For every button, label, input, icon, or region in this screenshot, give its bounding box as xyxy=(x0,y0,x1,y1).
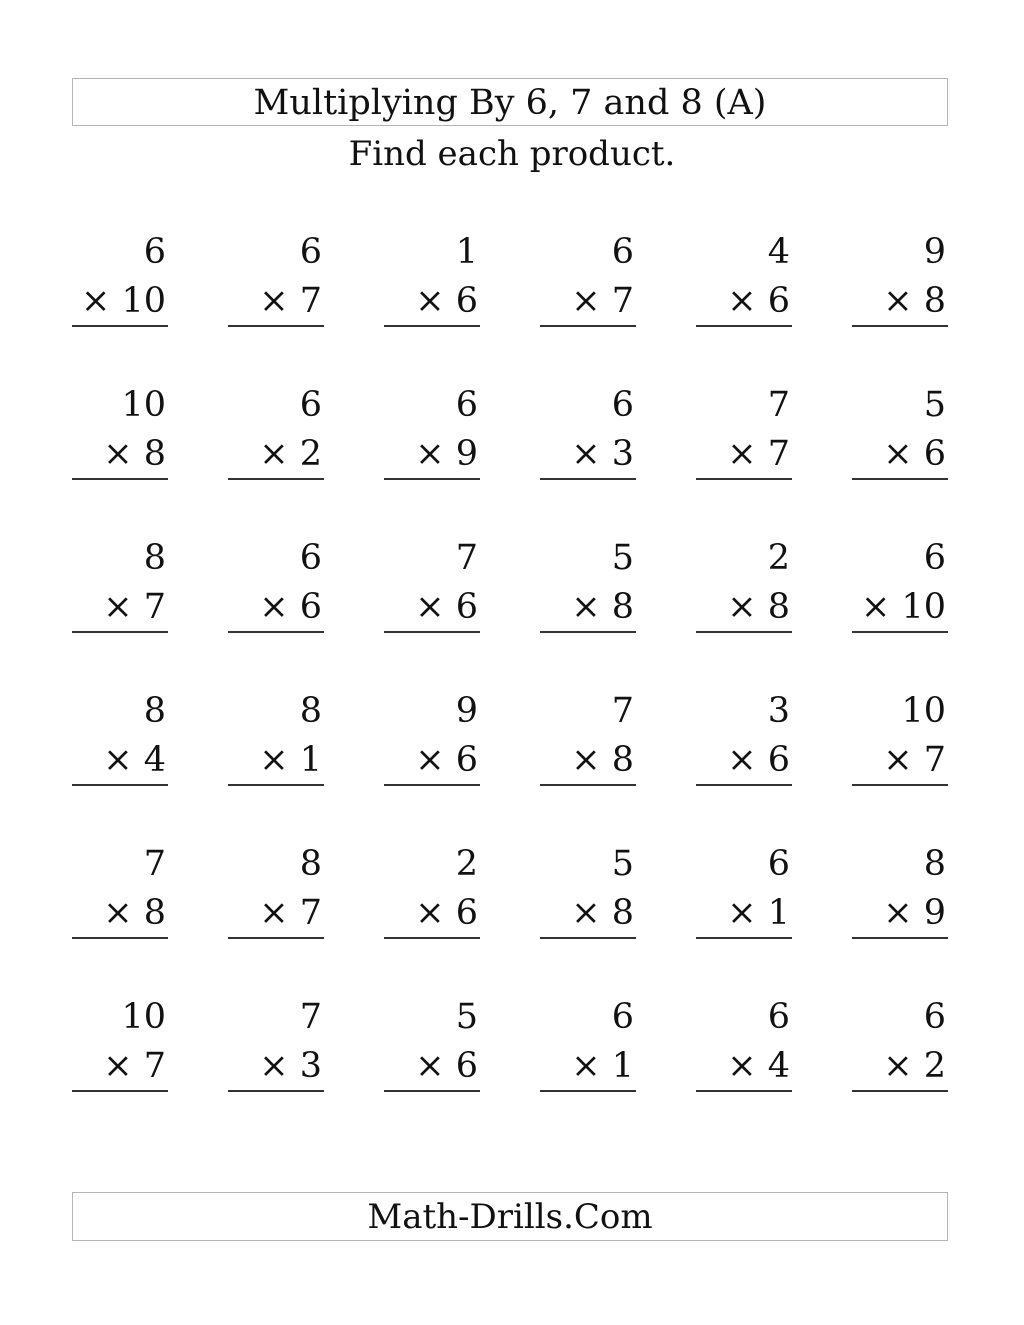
multiplicand: 7 xyxy=(767,385,790,425)
multiplicand: 7 xyxy=(455,538,478,578)
multiplicand: 4 xyxy=(767,232,790,272)
problem xyxy=(852,995,948,1091)
answer-line xyxy=(228,937,324,939)
answer-line xyxy=(852,325,948,327)
multiplier: × 1 xyxy=(571,1046,634,1086)
multiplier: × 8 xyxy=(727,587,790,627)
problem xyxy=(540,842,636,938)
problem xyxy=(72,383,168,479)
answer-line xyxy=(696,937,792,939)
multiplier: × 1 xyxy=(727,893,790,933)
multiplier: × 7 xyxy=(103,587,166,627)
multiplicand: 1 xyxy=(455,232,478,272)
multiplicand: 7 xyxy=(611,691,634,731)
multiplier: × 6 xyxy=(415,1046,478,1086)
multiplicand: 10 xyxy=(121,385,166,425)
problem xyxy=(852,230,948,326)
problem xyxy=(384,383,480,479)
multiplicand: 8 xyxy=(299,691,322,731)
worksheet-instructions: Find each product. xyxy=(348,134,676,174)
multiplier: × 4 xyxy=(103,740,166,780)
multiplier: × 6 xyxy=(415,893,478,933)
answer-line xyxy=(228,631,324,633)
multiplicand: 10 xyxy=(121,997,166,1037)
answer-line xyxy=(72,478,168,480)
multiplicand: 2 xyxy=(767,538,790,578)
multiplier: × 4 xyxy=(727,1046,790,1086)
multiplier: × 8 xyxy=(571,893,634,933)
multiplier: × 10 xyxy=(81,281,166,321)
answer-line xyxy=(72,784,168,786)
multiplier: × 6 xyxy=(415,281,478,321)
problem xyxy=(852,689,948,785)
multiplier: × 1 xyxy=(259,740,322,780)
worksheet-title: Multiplying By 6, 7 and 8 (A) xyxy=(72,78,948,126)
problem xyxy=(540,536,636,632)
answer-line xyxy=(228,478,324,480)
multiplier: × 7 xyxy=(727,434,790,474)
multiplicand: 6 xyxy=(611,997,634,1037)
multiplicand: 9 xyxy=(455,691,478,731)
answer-line xyxy=(228,325,324,327)
problem xyxy=(228,842,324,938)
answer-line xyxy=(852,937,948,939)
answer-line xyxy=(852,784,948,786)
multiplier: × 6 xyxy=(883,434,946,474)
answer-line xyxy=(540,1090,636,1092)
problem xyxy=(228,383,324,479)
problem xyxy=(540,689,636,785)
multiplier: × 10 xyxy=(861,587,946,627)
multiplicand: 6 xyxy=(455,385,478,425)
multiplier: × 9 xyxy=(415,434,478,474)
multiplicand: 6 xyxy=(299,232,322,272)
multiplicand: 3 xyxy=(767,691,790,731)
multiplier: × 3 xyxy=(259,1046,322,1086)
problem xyxy=(384,842,480,938)
multiplier: × 7 xyxy=(571,281,634,321)
answer-line xyxy=(696,1090,792,1092)
multiplier: × 8 xyxy=(571,740,634,780)
multiplicand: 6 xyxy=(143,232,166,272)
multiplier: × 9 xyxy=(883,893,946,933)
problem xyxy=(72,230,168,326)
problem xyxy=(696,995,792,1091)
multiplicand: 9 xyxy=(923,232,946,272)
multiplicand: 6 xyxy=(611,232,634,272)
problem xyxy=(696,536,792,632)
multiplicand: 7 xyxy=(299,997,322,1037)
problem xyxy=(384,689,480,785)
multiplicand: 6 xyxy=(611,385,634,425)
answer-line xyxy=(384,325,480,327)
multiplier: × 8 xyxy=(103,893,166,933)
problem xyxy=(696,842,792,938)
problem xyxy=(540,383,636,479)
problem xyxy=(696,689,792,785)
multiplicand: 6 xyxy=(767,844,790,884)
answer-line xyxy=(384,1090,480,1092)
problem xyxy=(228,536,324,632)
answer-line xyxy=(696,784,792,786)
answer-line xyxy=(384,478,480,480)
answer-line xyxy=(540,478,636,480)
multiplicand: 8 xyxy=(143,538,166,578)
problem xyxy=(228,995,324,1091)
problem xyxy=(852,842,948,938)
problem xyxy=(384,536,480,632)
answer-line xyxy=(384,784,480,786)
answer-line xyxy=(540,325,636,327)
answer-line xyxy=(852,478,948,480)
problem xyxy=(384,995,480,1091)
multiplicand: 5 xyxy=(611,844,634,884)
multiplier: × 2 xyxy=(259,434,322,474)
problem xyxy=(696,230,792,326)
multiplier: × 2 xyxy=(883,1046,946,1086)
multiplier: × 6 xyxy=(259,587,322,627)
problem xyxy=(72,689,168,785)
multiplicand: 8 xyxy=(143,691,166,731)
multiplier: × 7 xyxy=(259,281,322,321)
multiplicand: 5 xyxy=(611,538,634,578)
multiplicand: 8 xyxy=(923,844,946,884)
problem xyxy=(72,536,168,632)
multiplicand: 10 xyxy=(901,691,946,731)
multiplicand: 5 xyxy=(455,997,478,1037)
answer-line xyxy=(696,631,792,633)
multiplier: × 6 xyxy=(727,281,790,321)
answer-line xyxy=(72,325,168,327)
answer-line xyxy=(696,325,792,327)
multiplier: × 3 xyxy=(571,434,634,474)
answer-line xyxy=(72,1090,168,1092)
answer-line xyxy=(384,631,480,633)
answer-line xyxy=(384,937,480,939)
multiplicand: 5 xyxy=(923,385,946,425)
problem xyxy=(228,230,324,326)
answer-line xyxy=(540,631,636,633)
answer-line xyxy=(852,631,948,633)
multiplier: × 8 xyxy=(571,587,634,627)
multiplier: × 6 xyxy=(415,740,478,780)
multiplicand: 8 xyxy=(299,844,322,884)
multiplicand: 6 xyxy=(299,538,322,578)
answer-line xyxy=(72,937,168,939)
multiplier: × 6 xyxy=(415,587,478,627)
problem xyxy=(696,383,792,479)
problem xyxy=(72,842,168,938)
problem xyxy=(228,689,324,785)
problem xyxy=(540,230,636,326)
multiplier: × 7 xyxy=(103,1046,166,1086)
problem xyxy=(852,536,948,632)
multiplier: × 7 xyxy=(883,740,946,780)
multiplicand: 6 xyxy=(923,997,946,1037)
answer-line xyxy=(540,784,636,786)
problem xyxy=(72,995,168,1091)
multiplicand: 6 xyxy=(767,997,790,1037)
multiplicand: 6 xyxy=(299,385,322,425)
answer-line xyxy=(540,937,636,939)
answer-line xyxy=(72,631,168,633)
multiplicand: 6 xyxy=(923,538,946,578)
multiplicand: 2 xyxy=(455,844,478,884)
problem xyxy=(852,383,948,479)
multiplier: × 7 xyxy=(259,893,322,933)
answer-line xyxy=(228,1090,324,1092)
multiplier: × 6 xyxy=(727,740,790,780)
problem xyxy=(384,230,480,326)
problem xyxy=(540,995,636,1091)
footer-site-name: Math-Drills.Com xyxy=(72,1192,948,1241)
answer-line xyxy=(696,478,792,480)
multiplier: × 8 xyxy=(103,434,166,474)
answer-line xyxy=(852,1090,948,1092)
answer-line xyxy=(228,784,324,786)
multiplicand: 7 xyxy=(143,844,166,884)
multiplier: × 8 xyxy=(883,281,946,321)
